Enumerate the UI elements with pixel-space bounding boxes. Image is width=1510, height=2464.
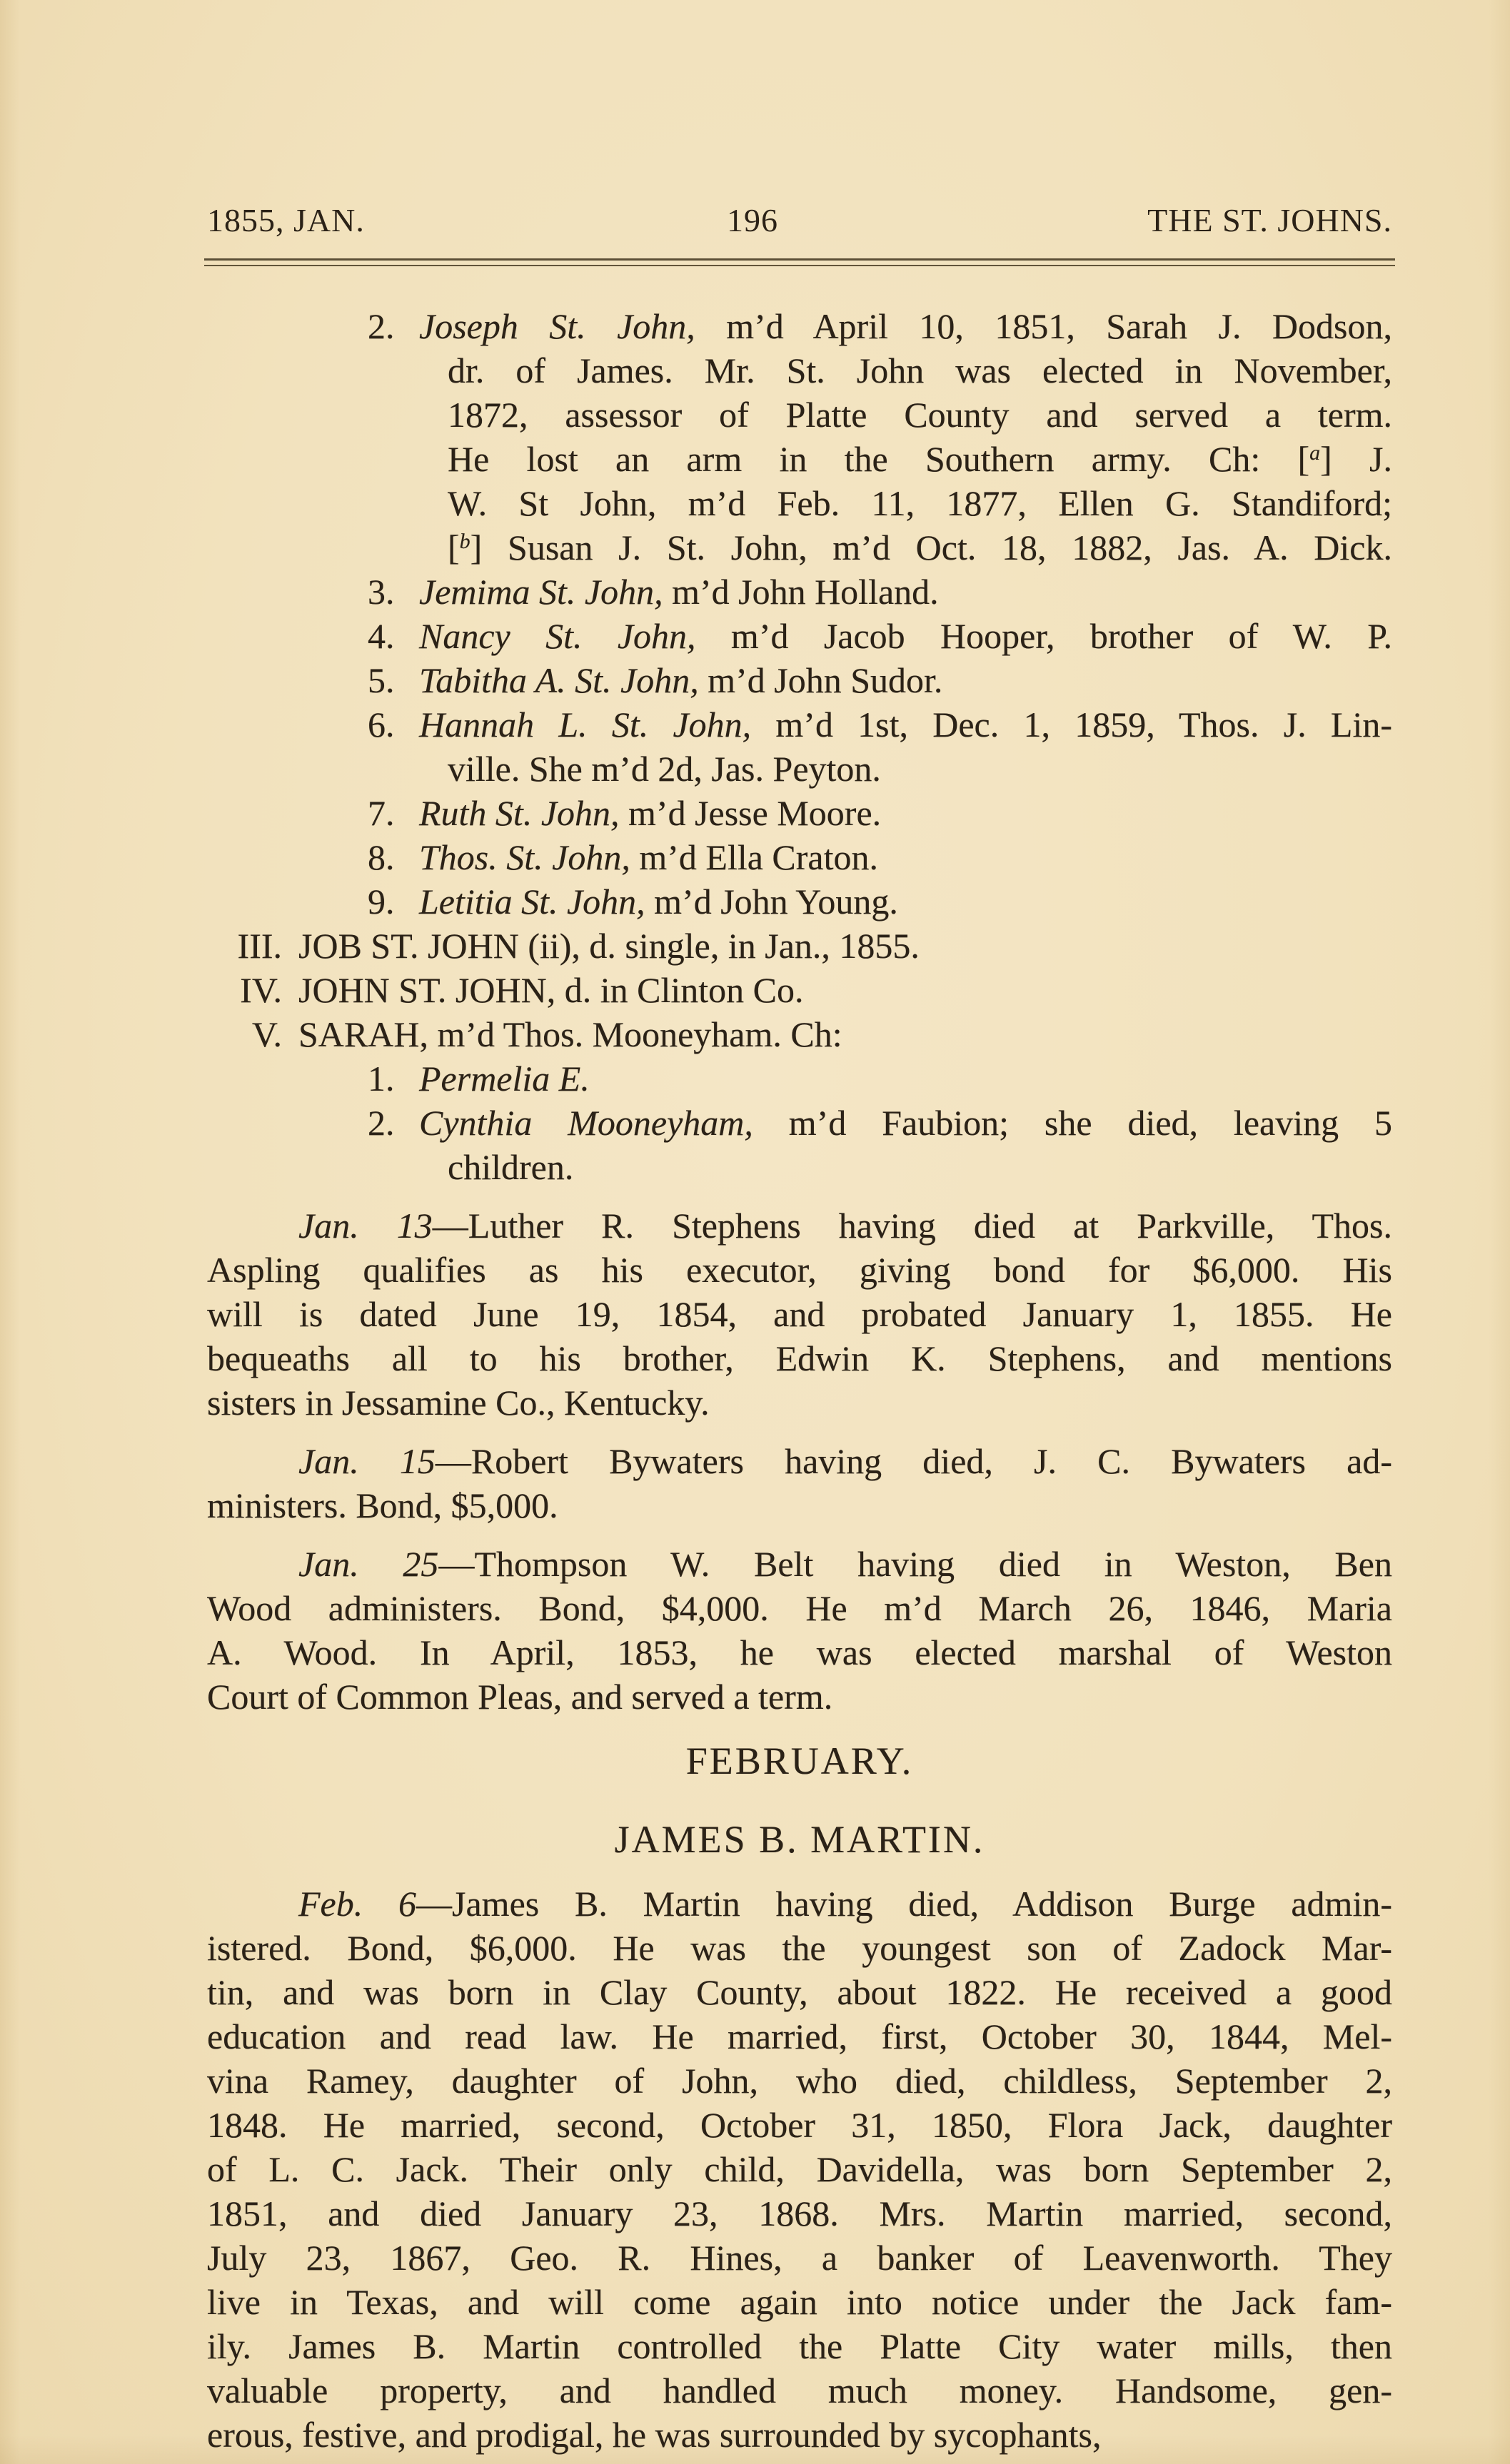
text-segment: m’d John Young. [645,882,898,922]
line-marker: 2. [368,1103,395,1143]
page-number: 196 [727,202,778,238]
text-line [207,1056,1392,1101]
text-line [207,2191,1392,2236]
text-segment: b [459,530,470,553]
page-text [207,304,1392,2457]
text-line [207,2280,1392,2324]
text-segment: tin, and was born in Clay County, about 1822. He received a good [207,1972,1392,2012]
text-segment: [ [448,527,460,567]
text-segment: m’d Ella Craton. [630,837,879,877]
text-segment: —Robert Bywaters having died, J. C. Bywaters ad- [435,1441,1392,1481]
text-line [207,393,1392,437]
line-marker: 6. [368,705,395,744]
text-line [207,1292,1392,1336]
text-segment: m’d April 10, 1851, Sarah J. Dodson, [695,306,1392,346]
text-segment: He lost an arm in the Southern army. Ch: [ [448,439,1310,479]
text-line [207,2059,1392,2103]
text-segment: Thos. St. John, [419,837,630,877]
text-segment: 1848. He married, second, October 31, 1850, Flora Jack, daughter [207,2105,1392,2145]
text-segment: ville. She m’d 2d, Jas. Peyton. [448,749,881,789]
text-segment: Feb. 6 [298,1884,417,1924]
line-marker: IV. [240,970,282,1010]
text-segment: ] J. [1320,439,1393,479]
line-marker: 1. [368,1059,395,1099]
text-segment: 1872, assessor of Platte County and served a term. [448,395,1392,435]
text-line [207,2413,1392,2457]
text-segment: m’d John Holland. [663,572,939,612]
text-line [207,1882,1392,1926]
text-segment: sisters in Jessamine Co., Kentucky. [207,1383,710,1423]
text-segment: JOB ST. JOHN (ii), d. single, in Jan., 1855. [298,926,920,966]
text-line [207,924,1392,968]
text-line [207,2147,1392,2191]
text-segment: Wood administers. Bond, $4,000. He m’d March 26, 1846, Maria [207,1588,1392,1628]
text-line [207,1439,1392,1483]
line-marker: 2. [368,306,395,346]
text-line [207,747,1392,791]
text-line [207,437,1392,481]
text-segment: m’d Faubion; she died, leaving 5 [753,1103,1392,1143]
line-marker: 8. [368,837,395,877]
text-segment: Aspling qualifies as his executor, giving bond for $6,000. His [207,1250,1392,1290]
line-marker: 7. [368,793,395,833]
text-segment: Joseph St. John, [419,306,695,346]
text-line [207,1203,1392,1248]
text-segment: Jan. 25 [298,1544,439,1584]
text-segment: Tabitha A. St. John, [419,660,699,700]
text-segment: W. St John, m’d Feb. 11, 1877, Ellen G. Standiford; [448,483,1392,523]
text-segment: a [1309,441,1321,465]
text-line [207,570,1392,614]
text-segment: of L. C. Jack. Their only child, Davidella, was born September 2, [207,2149,1392,2189]
text-segment: Jan. 15 [298,1441,436,1481]
text-segment: ] Susan J. St. John, m’d Oct. 18, 1882, Jas. A. Dick. [470,527,1392,567]
text-segment: —James B. Martin having died, Addison Burge admin- [416,1884,1392,1924]
text-segment: children. [448,1147,574,1187]
text-segment: SARAH, m’d Thos. Mooneyham. Ch: [298,1014,842,1054]
text-line [207,1012,1392,1056]
text-segment: will is dated June 19, 1854, and probated January 1, 1855. He [207,1294,1392,1334]
text-line [207,1739,1392,1783]
text-line [207,791,1392,835]
text-segment: Court of Common Pleas, and served a term. [207,1677,833,1717]
text-segment: valuable property, and handled much money. Handsome, gen- [207,2370,1392,2410]
text-segment: Hannah L. St. John, [419,705,752,744]
text-segment: 1851, and died January 23, 1868. Mrs. Martin married, second, [207,2193,1392,2233]
text-segment: JAMES B. MARTIN. [614,1818,985,1861]
text-line [207,1630,1392,1675]
text-segment: istered. Bond, $6,000. He was the youngest son of Zadock Mar- [207,1928,1392,1968]
text-line [207,968,1392,1012]
text-line [207,1675,1392,1719]
line-marker: 3. [368,572,395,612]
text-line [207,1380,1392,1425]
text-segment: bequeaths all to his brother, Edwin K. Stephens, and mentions [207,1338,1392,1378]
text-segment: m’d John Sudor. [698,660,943,700]
text-line [207,1248,1392,1292]
text-line [207,1483,1392,1528]
text-line [207,1542,1392,1586]
header-date: 1855, JAN. [207,202,365,238]
line-marker: 4. [368,616,395,656]
text-line [207,879,1392,924]
text-segment: JOHN ST. JOHN, d. in Clinton Co. [298,970,804,1010]
text-segment: vina Ramey, daughter of John, who died, childless, September 2, [207,2061,1392,2101]
text-segment: ily. James B. Martin controlled the Platte City water mills, then [207,2326,1392,2366]
text-line [207,1101,1392,1145]
text-line [207,835,1392,879]
text-line [207,702,1392,747]
text-line [207,1970,1392,2014]
text-line [207,2368,1392,2413]
text-segment: Jan. 13 [298,1206,433,1246]
text-line [207,1145,1392,1189]
text-segment: A. Wood. In April, 1853, he was elected marshal of Weston [207,1632,1392,1672]
header-title: THE ST. JOHNS. [1147,202,1392,238]
line-marker: III. [237,926,282,966]
line-marker: 9. [368,882,395,922]
text-segment: live in Texas, and will come again into notice under the Jack fam- [207,2282,1392,2322]
text-line [207,2324,1392,2368]
text-line [207,525,1392,570]
text-line [207,1926,1392,1970]
text-segment: Letitia St. John, [419,882,645,922]
text-line [207,2014,1392,2059]
text-segment: Cynthia Mooneyham, [419,1103,753,1143]
text-line [207,1817,1392,1862]
text-segment: m’d 1st, Dec. 1, 1859, Thos. J. Lin- [751,705,1393,744]
text-segment: —Luther R. Stephens having died at Parkville, Thos. [432,1206,1392,1246]
text-line [207,614,1392,658]
text-line [207,1336,1392,1380]
line-marker: V. [251,1014,282,1054]
text-segment: July 23, 1867, Geo. R. Hines, a banker of Leavenworth. They [207,2238,1392,2278]
text-segment: dr. of James. Mr. St. John was elected in November, [448,350,1392,390]
header-rule [204,258,1395,266]
text-line [207,481,1392,525]
text-segment: Permelia E. [419,1059,590,1099]
text-line [207,1586,1392,1630]
text-segment: m’d Jacob Hooper, brother of W. P. [695,616,1392,656]
page-header [207,201,1392,244]
text-line [207,304,1392,348]
text-segment: —Thompson W. Belt having died in Weston, Ben [438,1544,1392,1584]
text-line [207,2236,1392,2280]
line-marker: 5. [368,660,395,700]
text-segment: Ruth St. John, [419,793,620,833]
text-segment: Jemima St. John, [419,572,663,612]
text-line [207,348,1392,393]
text-segment: m’d Jesse Moore. [619,793,882,833]
text-line [207,658,1392,702]
text-segment: erous, festive, and prodigal, he was surrounded by sycophants, [207,2415,1102,2455]
text-segment: education and read law. He married, first, October 30, 1844, Mel- [207,2016,1392,2056]
text-segment: FEBRUARY. [685,1740,914,1782]
text-segment: Nancy St. John, [419,616,696,656]
text-line [207,2103,1392,2147]
text-segment: ministers. Bond, $5,000. [207,1485,558,1525]
